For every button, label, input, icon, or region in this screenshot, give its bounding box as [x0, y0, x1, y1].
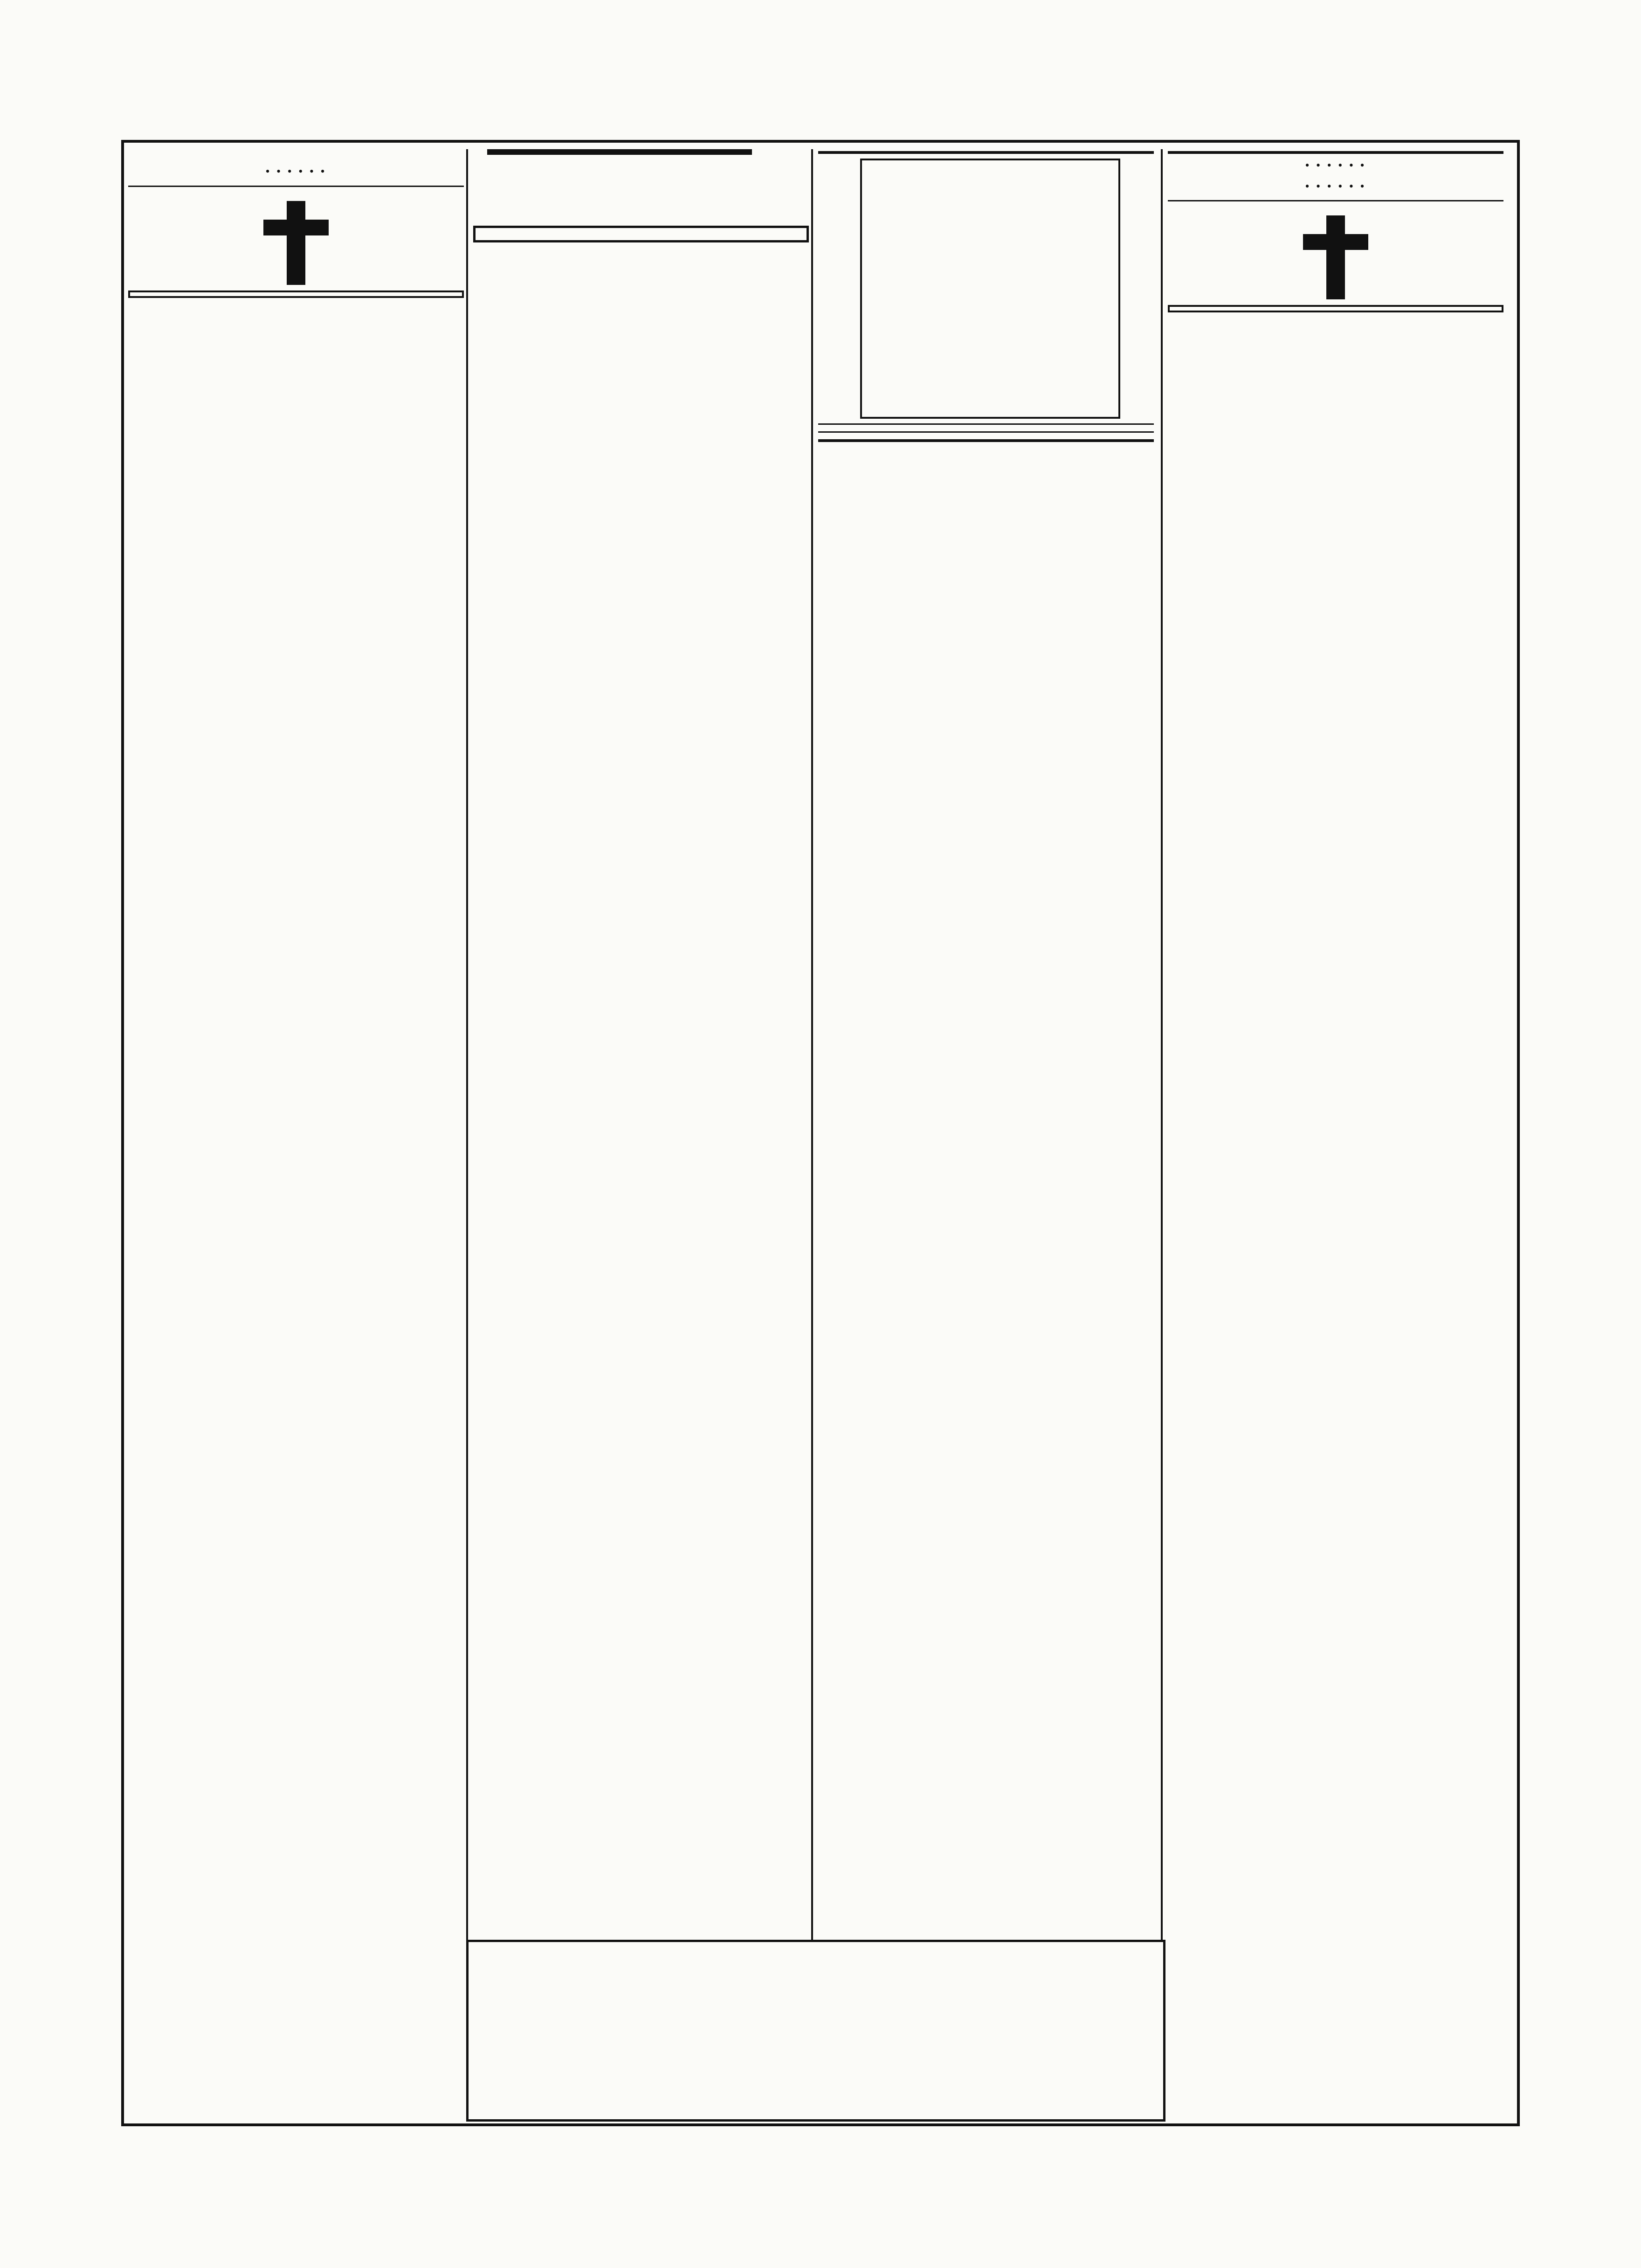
column-rule	[811, 149, 813, 2117]
column-rule	[1161, 149, 1163, 2117]
column-pequenas	[1168, 149, 1503, 2108]
apolo-ad	[473, 226, 809, 242]
column-luto	[128, 149, 464, 2108]
palavras-title	[818, 149, 1154, 154]
garcia-agency	[128, 290, 464, 298]
cristina-agency	[1168, 305, 1503, 312]
divider	[128, 186, 464, 187]
eter-ad	[466, 1940, 1165, 2122]
teatros-header	[487, 149, 752, 155]
crossword	[837, 159, 1154, 419]
column-teatros	[473, 149, 809, 2108]
vida-title	[818, 437, 1154, 442]
separator: • • • • • •	[1305, 179, 1366, 193]
divider	[1168, 200, 1503, 201]
separator: • • • • • •	[1305, 159, 1366, 172]
divider	[818, 431, 1154, 433]
cross-icon	[1326, 215, 1345, 299]
divider	[818, 423, 1154, 425]
cross-icon	[287, 201, 305, 285]
masthead	[93, 56, 1594, 112]
column-rule	[466, 149, 468, 2117]
pequenas-title	[1168, 149, 1503, 154]
separator: • • • • • •	[265, 165, 327, 179]
crossword-grid	[860, 159, 1120, 419]
column-palavras	[818, 149, 1154, 2108]
